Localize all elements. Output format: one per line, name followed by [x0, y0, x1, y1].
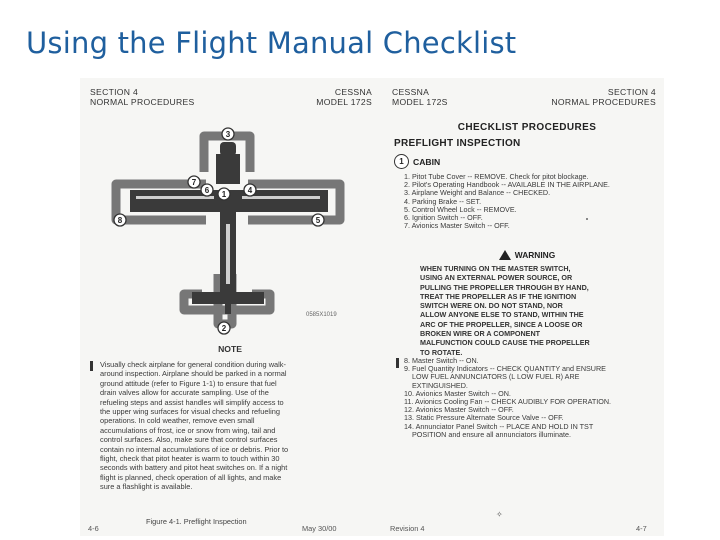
station-7: 7	[191, 178, 197, 187]
warning-line: SWITCH WERE ON. DO NOT STAND, NOR	[420, 301, 563, 311]
note-line: flight is planned, check operation of all lights, and make	[100, 472, 282, 482]
checklist-item: 11. Avionics Cooling Fan -- CHECK AUDIBLY FOR OPERATION.	[404, 397, 612, 407]
cabin-label: CABIN	[413, 156, 441, 167]
checklist-item: 8. Master Switch -- ON.	[404, 356, 479, 365]
section-name: NORMAL PROCEDURES	[90, 96, 195, 107]
note-line: accumulations of frost, ice or snow from wing, tail and	[100, 425, 276, 435]
station-3: 3	[225, 130, 231, 139]
preflight-title: PREFLIGHT INSPECTION	[394, 138, 521, 149]
checklist-item: 3. Airplane Weight and Balance -- CHECKED.	[404, 188, 551, 198]
warning-line: BROKEN WIRE OR A COMPONENT	[420, 329, 541, 339]
cabin-checklist	[404, 173, 610, 230]
right-page-header-right	[551, 88, 656, 107]
checklist-item: 7. Avionics Master Switch -- OFF.	[404, 221, 510, 231]
scan-speck	[586, 218, 588, 220]
station-5: 5	[315, 216, 321, 225]
checklist-item: POSITION and ensure all annunciators illuminate.	[404, 429, 571, 439]
checklist-item: 12. Avionics Master Switch -- OFF.	[404, 405, 514, 415]
warning-heading	[390, 250, 664, 260]
note-body	[100, 360, 372, 492]
manual-scan	[80, 78, 664, 536]
warning-line: WHEN TURNING ON THE MASTER SWITCH,	[420, 264, 571, 273]
left-page	[80, 78, 380, 536]
note-line: refueling steps and assist handles will simplify access to	[100, 397, 284, 407]
warning-line: TREAT THE PROPELLER AS IF THE IGNITION	[420, 291, 577, 301]
brand-label: CESSNA	[392, 87, 430, 97]
left-page-number: 4-6	[88, 524, 99, 533]
stray-mark: ✧	[496, 510, 503, 519]
warning-line: TO ROTATE.	[420, 347, 463, 357]
slide-title: Using the Flight Manual Checklist	[26, 26, 517, 60]
checklist-item: 10. Avionics Master Switch -- ON.	[404, 388, 511, 398]
station-1: 1	[221, 190, 227, 199]
checklist-item: 6. Ignition Switch -- OFF.	[404, 213, 483, 223]
checklist-item: 5. Control Wheel Lock -- REMOVE.	[404, 204, 517, 214]
right-page-number: 4-7	[636, 524, 647, 533]
note-line: seconds with battery and pitot heat switches on. If a night	[100, 463, 288, 473]
right-page-revision: Revision 4	[390, 524, 425, 533]
checklist-item: 4. Parking Brake -- SET.	[404, 196, 482, 206]
station-8: 8	[117, 216, 123, 225]
section-name: NORMAL PROCEDURES	[551, 96, 656, 107]
warning-icon	[499, 250, 511, 260]
note-line: drain valves allow for accurate sampling. Use of the	[100, 388, 269, 398]
revision-bar	[90, 361, 93, 371]
checklist-item: 13. Static Pressure Alternate Source Valve -- OFF.	[404, 413, 564, 423]
warning-line: USING AN EXTERNAL POWER SOURCE, OR	[420, 273, 573, 283]
left-page-header-right	[316, 88, 372, 107]
right-page	[390, 78, 664, 536]
note-line: Visually check airplane for general condition during walk-	[100, 360, 286, 369]
station-marker	[222, 128, 234, 140]
warning-line: ARC OF THE PROPELLER, SINCE A LOOSE OR	[420, 319, 583, 329]
note-line: flight, check that pitot heater is warm to touch within 30	[100, 454, 280, 464]
checklist-item: EXTINGUISHED.	[404, 380, 468, 390]
note-line: control surfaces. Also, make sure that control surfaces	[100, 435, 278, 445]
left-page-header-left	[90, 88, 195, 107]
cabin-heading	[394, 154, 440, 169]
left-page-date: May 30/00	[302, 524, 337, 533]
note-line: contain no internal accumulations of ice or debris. Prior to	[100, 444, 289, 454]
note-line: the upper wing surfaces for visual checks and refueling	[100, 407, 280, 417]
checklist-title: CHECKLIST PROCEDURES	[457, 122, 597, 133]
note-title: NOTE	[218, 344, 242, 354]
note-line: ground attitude (refer to Figure 1-1) to ensure that fuel	[100, 378, 277, 388]
checklist-item: LOW FUEL ANNUNCIATORS (L LOW FUEL R) ARE	[404, 372, 580, 382]
cabin-checklist-continued	[404, 357, 611, 439]
checklist-item: 14. Annunciator Panel Switch -- PLACE AND HOLD IN TST	[404, 421, 594, 431]
model-label: MODEL 172S	[392, 96, 448, 107]
warning-line: MALFUNCTION COULD CAUSE THE PROPELLER	[420, 338, 590, 348]
station-2: 2	[221, 324, 227, 333]
warning-body	[420, 264, 640, 357]
checklist-item: 1. Pitot Tube Cover -- REMOVE. Check for pitot blockage.	[404, 172, 589, 181]
brand-label: CESSNA	[334, 87, 372, 97]
warning-line: PULLING THE PROPELLER THROUGH BY HAND,	[420, 282, 589, 292]
warning-line: ALLOW ANYONE ELSE TO STAND, WITHIN THE	[420, 310, 584, 320]
note-line: around inspection. Airplane should be parked in a normal	[100, 369, 287, 379]
checklist-item: 9. Fuel Quantity Indicators -- CHECK QUANTITY and ENSURE	[404, 364, 606, 374]
model-label: MODEL 172S	[316, 96, 372, 107]
figure-caption: Figure 4-1. Preflight Inspection	[146, 517, 247, 526]
station-badge: 1	[394, 154, 409, 169]
section-label: SECTION 4	[90, 87, 139, 97]
revision-bar	[396, 358, 399, 368]
preflight-inspection-diagram	[84, 124, 376, 344]
station-6: 6	[204, 186, 210, 195]
station-4: 4	[247, 186, 253, 195]
section-label: SECTION 4	[607, 87, 656, 97]
note-line: sure a flashlight is available.	[100, 482, 193, 492]
figure-code: 0585X1019	[306, 312, 337, 318]
checklist-item: 2. Pilot's Operating Handbook -- AVAILABLE IN THE AIRPLANE.	[404, 180, 610, 190]
note-line: operations. In cold weather, remove even small	[100, 416, 255, 426]
right-page-header-left	[392, 88, 448, 107]
warning-title: WARNING	[514, 250, 556, 260]
